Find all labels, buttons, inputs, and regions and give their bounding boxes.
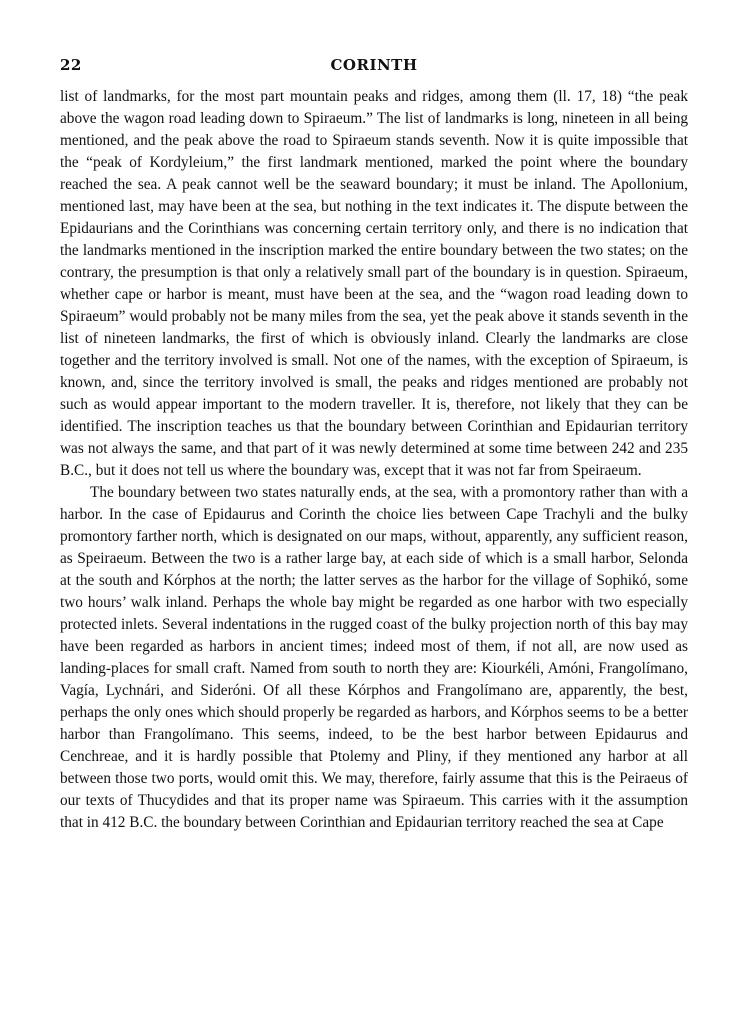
running-head (60, 56, 688, 80)
body-paragraph: The boundary between two states naturally ends, at the sea, with a promontory rather than with a harbor. In the case of Epidaurus and Corinth the choice lies between Cape Trachyli and the bulky promontory farther north, which is designated on our maps, without, apparently, any sufficient reason, as Speiraeum. Between the two is a rather large bay, at each side of which is a small harbor, Selonda at the south and Kórphos at the north; the latter serves as the harbor for the village of Sophikó, some two hours’ walk inland. Perhaps the whole bay might be regarded as one harbor with two especially protected inlets. Several indentations in the rugged coast of the bulky projection north of this bay may have been regarded as harbors in ancient times; indeed most of them, if not all, are now used as landing-places for small craft. Named from south to north they are: Kiourkéli, Amóni, Frangolímano, Vagía, Lychnári, and Sideróni. Of all these Kórphos and Frangolímano are, apparently, the best, perhaps the only ones which should properly be regarded as harbors, and Kórphos seems to be a better harbor than Frangolímano. This seems, indeed, to be the best harbor between Epidaurus and Cenchreae, and it is hardly possible that Ptolemy and Pliny, if they mentioned any harbor at all between those two ports, would omit this. We may, therefore, fairly assume that this is the Peiraeus of our texts of Thucydides and that its proper name was Spiraeum. This carries with it the assumption that in 412 B.C. the boundary between Corinthian and Epidaurian territory reached the sea at Cape (60, 484, 688, 831)
running-title: CORINTH (330, 56, 418, 74)
body-paragraph-continued: list of landmarks, for the most part mountain peaks and ridges, among them (ll. 17, 18) “the peak above the wagon road leading down to Spiraeum.” The list of landmarks is long, nineteen in all being mentioned, and the peak above the road to Spiraeum stands seventh. Now it is quite impossible that the “peak of Kordyleium,” the first landmark mentioned, marked the point where the boundary reached the sea. A peak cannot well be the seaward boundary; it must be inland. The Apollonium, mentioned last, may have been at the sea, but nothing in the text indicates it. The dispute between the Epidaurians and the Corinthians was concerning certain territory only, and there is no indication that the landmarks mentioned in the inscription marked the entire boundary between the two states; on the contrary, the presumption is that only a relatively small part of the boundary is in question. Spiraeum, whether cape or harbor is meant, must have been at the sea, and the “wagon road leading down to Spiraeum” would probably not be many miles from the sea, yet the peak above it stands seventh in the list of nineteen landmarks, the first of which is obviously inland. Clearly the landmarks are close together and the territory involved is small. Not one of the names, with the exception of Spiraeum, is known, and, since the territory involved is small, the peaks and ridges mentioned are probably not such as would appear important to the modern traveller. It is, therefore, not likely that they can be identified. The inscription teaches us that the boundary between Corinthian and Epidaurian territory was not always the same, and that part of it was newly determined at some time between 242 and 235 B.C., but it does not tell us where the boundary was, except that it was not far from Speiraeum. (60, 88, 688, 479)
book-page (60, 56, 688, 834)
page-number: 22 (60, 56, 82, 74)
